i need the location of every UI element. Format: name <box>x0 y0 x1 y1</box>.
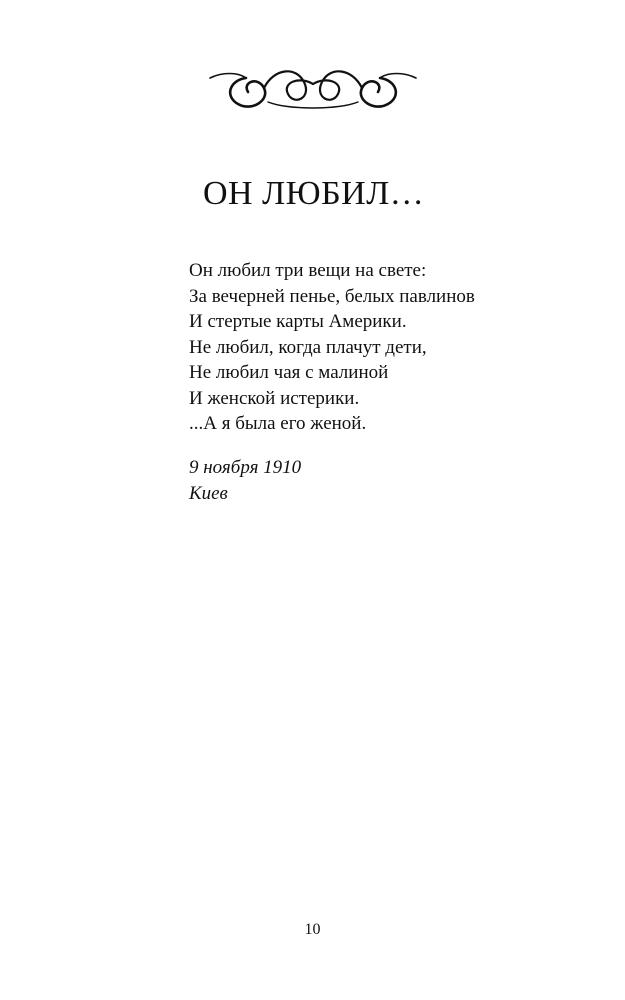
decorative-flourish-icon <box>208 58 418 116</box>
poem-signature <box>189 455 301 507</box>
poem-line: Не любил чая с малиной <box>189 362 389 383</box>
poem-line: Он любил три вещи на свете: <box>189 260 427 281</box>
poem-date: 9 ноября 1910 <box>189 457 302 478</box>
poem-line: Не любил, когда плачут дети, <box>189 336 427 358</box>
poem-line: За вечерней пенье, белых павлинов <box>189 285 475 307</box>
poem-place: Киев <box>189 483 228 504</box>
poem-text <box>189 258 475 437</box>
poem-line: И стертые карты Америки. <box>189 311 407 332</box>
poem-title: ОН ЛЮБИЛ… <box>203 175 425 212</box>
poem-line: И женской истерики. <box>189 387 360 409</box>
poem-line: ...А я была его женой. <box>189 413 367 434</box>
page-number: 10 <box>304 921 321 938</box>
